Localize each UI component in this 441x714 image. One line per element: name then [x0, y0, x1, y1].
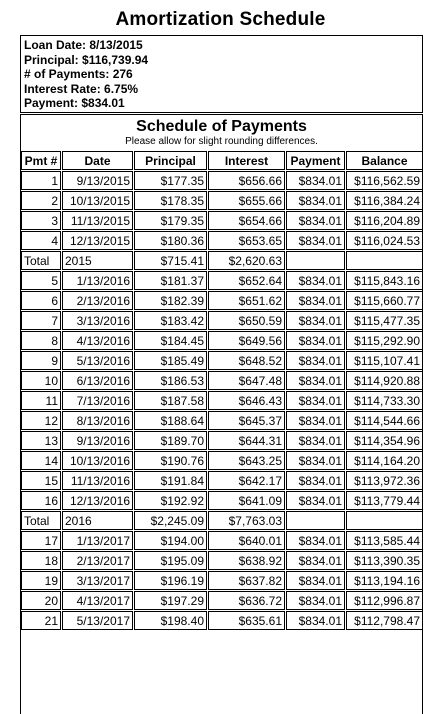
cell-balance: $113,194.16: [346, 571, 423, 590]
cell-balance: $114,920.88: [346, 371, 423, 390]
cell-payment: $834.01: [286, 551, 345, 570]
cell-date: 2015: [62, 251, 133, 270]
table-row: [21, 531, 423, 550]
cell-balance: $114,354.96: [346, 431, 423, 450]
cell-date: 12/13/2016: [62, 491, 133, 510]
cell-interest: $641.09: [208, 491, 285, 510]
cell-principal: $182.39: [134, 291, 207, 310]
cell-date: 9/13/2015: [62, 171, 133, 190]
cell-balance: $114,733.30: [346, 391, 423, 410]
cell-date: 11/13/2015: [62, 211, 133, 230]
cell-interest: $7,763.03: [208, 511, 285, 530]
payment-table: [20, 150, 424, 631]
cell-date: 1/13/2016: [62, 271, 133, 290]
interest-rate: Interest Rate: 6.75%: [24, 81, 139, 96]
cell-interest: $646.43: [208, 391, 285, 410]
cell-balance: $116,562.59: [346, 171, 423, 190]
cell-payment: $834.01: [286, 331, 345, 350]
table-row: [21, 211, 423, 230]
cell-payment: $834.01: [286, 211, 345, 230]
cell-principal: $185.49: [134, 351, 207, 370]
cell-payment: $834.01: [286, 591, 345, 610]
cell-interest: $654.66: [208, 211, 285, 230]
cell-payment: $834.01: [286, 271, 345, 290]
cell-principal: $191.84: [134, 471, 207, 490]
cell-principal: $183.42: [134, 311, 207, 330]
cell-pmt-number: 18: [21, 551, 61, 570]
cell-date: 2/13/2017: [62, 551, 133, 570]
cell-interest: $640.01: [208, 531, 285, 550]
cell-date: 10/13/2016: [62, 451, 133, 470]
cell-payment: $834.01: [286, 431, 345, 450]
cell-balance: $115,660.77: [346, 291, 423, 310]
cell-principal: $188.64: [134, 411, 207, 430]
cell-balance: [346, 251, 423, 270]
table-row: [21, 451, 423, 470]
page-title: Amortization Schedule: [115, 9, 326, 30]
cell-date: 4/13/2017: [62, 591, 133, 610]
cell-payment: $834.01: [286, 191, 345, 210]
rounding-note: Please allow for slight rounding differences.: [125, 136, 318, 147]
cell-date: 11/13/2016: [62, 471, 133, 490]
header-principal: Principal: [134, 151, 207, 170]
table-row: [21, 471, 423, 490]
cell-payment: $834.01: [286, 411, 345, 430]
table-row: [21, 591, 423, 610]
cell-payment: [286, 511, 345, 530]
cell-principal: $195.09: [134, 551, 207, 570]
cell-balance: $113,390.35: [346, 551, 423, 570]
cell-date: 6/13/2016: [62, 371, 133, 390]
cell-principal: $184.45: [134, 331, 207, 350]
cell-date: 5/13/2017: [62, 611, 133, 630]
cell-principal: $181.37: [134, 271, 207, 290]
cell-pmt-number: 4: [21, 231, 61, 250]
cell-interest: $648.52: [208, 351, 285, 370]
cell-date: 2016: [62, 511, 133, 530]
cell-payment: $834.01: [286, 491, 345, 510]
loan-principal: Principal: $116,739.94: [24, 52, 149, 67]
cell-interest: $642.17: [208, 471, 285, 490]
cell-pmt-number: 17: [21, 531, 61, 550]
cell-payment: $834.01: [286, 371, 345, 390]
cell-balance: [346, 511, 423, 530]
cell-interest: $638.92: [208, 551, 285, 570]
cell-payment: $834.01: [286, 311, 345, 330]
cell-principal: $190.76: [134, 451, 207, 470]
cell-payment: $834.01: [286, 531, 345, 550]
cell-pmt-number: 20: [21, 591, 61, 610]
table-row: [21, 351, 423, 370]
year-total-row: [21, 251, 423, 270]
cell-pmt-number: 12: [21, 411, 61, 430]
cell-balance: $112,798.47: [346, 611, 423, 630]
cell-balance: $113,585.44: [346, 531, 423, 550]
table-row: [21, 391, 423, 410]
table-row: [21, 411, 423, 430]
table-row: [21, 371, 423, 390]
cell-interest: $651.62: [208, 291, 285, 310]
cell-date: 9/13/2016: [62, 431, 133, 450]
cell-payment: $834.01: [286, 611, 345, 630]
cell-principal: $187.58: [134, 391, 207, 410]
number-of-payments: # of Payments: 276: [24, 67, 133, 81]
table-row: [21, 231, 423, 250]
cell-date: 12/13/2015: [62, 231, 133, 250]
cell-interest: $637.82: [208, 571, 285, 590]
cell-balance: $114,164.20: [346, 451, 423, 470]
cell-pmt-number: 21: [21, 611, 61, 630]
header-balance: Balance: [346, 151, 423, 170]
cell-pmt-number: 11: [21, 391, 61, 410]
cell-pmt-number: 5: [21, 271, 61, 290]
cell-balance: $114,544.66: [346, 411, 423, 430]
cell-payment: $834.01: [286, 171, 345, 190]
cell-date: 5/13/2016: [62, 351, 133, 370]
cell-principal: $194.00: [134, 531, 207, 550]
cell-principal: $192.92: [134, 491, 207, 510]
table-row: [21, 431, 423, 450]
cell-principal: $2,245.09: [134, 511, 207, 530]
cell-date: 3/13/2017: [62, 571, 133, 590]
cell-interest: $645.37: [208, 411, 285, 430]
cell-interest: $653.65: [208, 231, 285, 250]
cell-balance: $115,477.35: [346, 311, 423, 330]
loan-info-box: [20, 35, 423, 113]
cell-principal: $179.35: [134, 211, 207, 230]
table-row: [21, 491, 423, 510]
cell-balance: $112,996.87: [346, 591, 423, 610]
table-row: [21, 571, 423, 590]
cell-date: 8/13/2016: [62, 411, 133, 430]
cell-pmt-number: Total: [21, 511, 61, 530]
cell-date: 4/13/2016: [62, 331, 133, 350]
cell-interest: $650.59: [208, 311, 285, 330]
cell-pmt-number: 3: [21, 211, 61, 230]
cell-principal: $196.19: [134, 571, 207, 590]
cell-principal: $177.35: [134, 171, 207, 190]
cell-payment: $834.01: [286, 451, 345, 470]
header-payment: Payment: [286, 151, 345, 170]
table-row: [21, 551, 423, 570]
cell-interest: $636.72: [208, 591, 285, 610]
cell-payment: $834.01: [286, 231, 345, 250]
table-row: [21, 271, 423, 290]
cell-balance: $115,843.16: [346, 271, 423, 290]
cell-pmt-number: 9: [21, 351, 61, 370]
cell-balance: $116,384.24: [346, 191, 423, 210]
cell-payment: $834.01: [286, 351, 345, 370]
cell-date: 2/13/2016: [62, 291, 133, 310]
table-row: [21, 171, 423, 190]
cell-interest: $643.25: [208, 451, 285, 470]
cell-balance: $115,107.41: [346, 351, 423, 370]
table-row: [21, 291, 423, 310]
cell-principal: $189.70: [134, 431, 207, 450]
cell-pmt-number: Total: [21, 251, 61, 270]
cell-principal: $180.36: [134, 231, 207, 250]
cell-payment: $834.01: [286, 571, 345, 590]
table-row: [21, 311, 423, 330]
header-interest: Interest: [208, 151, 285, 170]
cell-principal: $197.29: [134, 591, 207, 610]
table-row: [21, 331, 423, 350]
cell-pmt-number: 15: [21, 471, 61, 490]
cell-pmt-number: 2: [21, 191, 61, 210]
cell-pmt-number: 14: [21, 451, 61, 470]
cell-date: 1/13/2017: [62, 531, 133, 550]
schedule-section: [20, 114, 423, 714]
cell-interest: $652.64: [208, 271, 285, 290]
schedule-title: Schedule of Payments: [136, 118, 307, 135]
cell-pmt-number: 10: [21, 371, 61, 390]
cell-pmt-number: 1: [21, 171, 61, 190]
payment-amount: Payment: $834.01: [24, 96, 125, 110]
cell-pmt-number: 7: [21, 311, 61, 330]
cell-pmt-number: 13: [21, 431, 61, 450]
cell-date: 7/13/2016: [62, 391, 133, 410]
cell-interest: $655.66: [208, 191, 285, 210]
cell-principal: $178.35: [134, 191, 207, 210]
cell-balance: $115,292.90: [346, 331, 423, 350]
cell-pmt-number: 8: [21, 331, 61, 350]
cell-interest: $635.61: [208, 611, 285, 630]
cell-pmt-number: 16: [21, 491, 61, 510]
cell-balance: $113,972.36: [346, 471, 423, 490]
year-total-row: [21, 511, 423, 530]
loan-date: Loan Date: 8/13/2015: [24, 38, 143, 52]
table-row: [21, 611, 423, 630]
cell-payment: $834.01: [286, 391, 345, 410]
cell-pmt-number: 19: [21, 571, 61, 590]
cell-principal: $186.53: [134, 371, 207, 390]
cell-balance: $116,204.89: [346, 211, 423, 230]
cell-interest: $644.31: [208, 431, 285, 450]
cell-date: 3/13/2016: [62, 311, 133, 330]
cell-pmt-number: 6: [21, 291, 61, 310]
table-row: [21, 191, 423, 210]
header-date: Date: [62, 151, 133, 170]
cell-interest: $2,620.63: [208, 251, 285, 270]
cell-interest: $647.48: [208, 371, 285, 390]
cell-date: 10/13/2015: [62, 191, 133, 210]
cell-balance: $116,024.53: [346, 231, 423, 250]
cell-principal: $198.40: [134, 611, 207, 630]
cell-payment: [286, 251, 345, 270]
cell-balance: $113,779.44: [346, 491, 423, 510]
cell-interest: $656.66: [208, 171, 285, 190]
cell-principal: $715.41: [134, 251, 207, 270]
header-pmt: Pmt #: [21, 151, 61, 170]
cell-payment: $834.01: [286, 291, 345, 310]
cell-interest: $649.56: [208, 331, 285, 350]
cell-payment: $834.01: [286, 471, 345, 490]
table-header-row: [21, 151, 423, 170]
